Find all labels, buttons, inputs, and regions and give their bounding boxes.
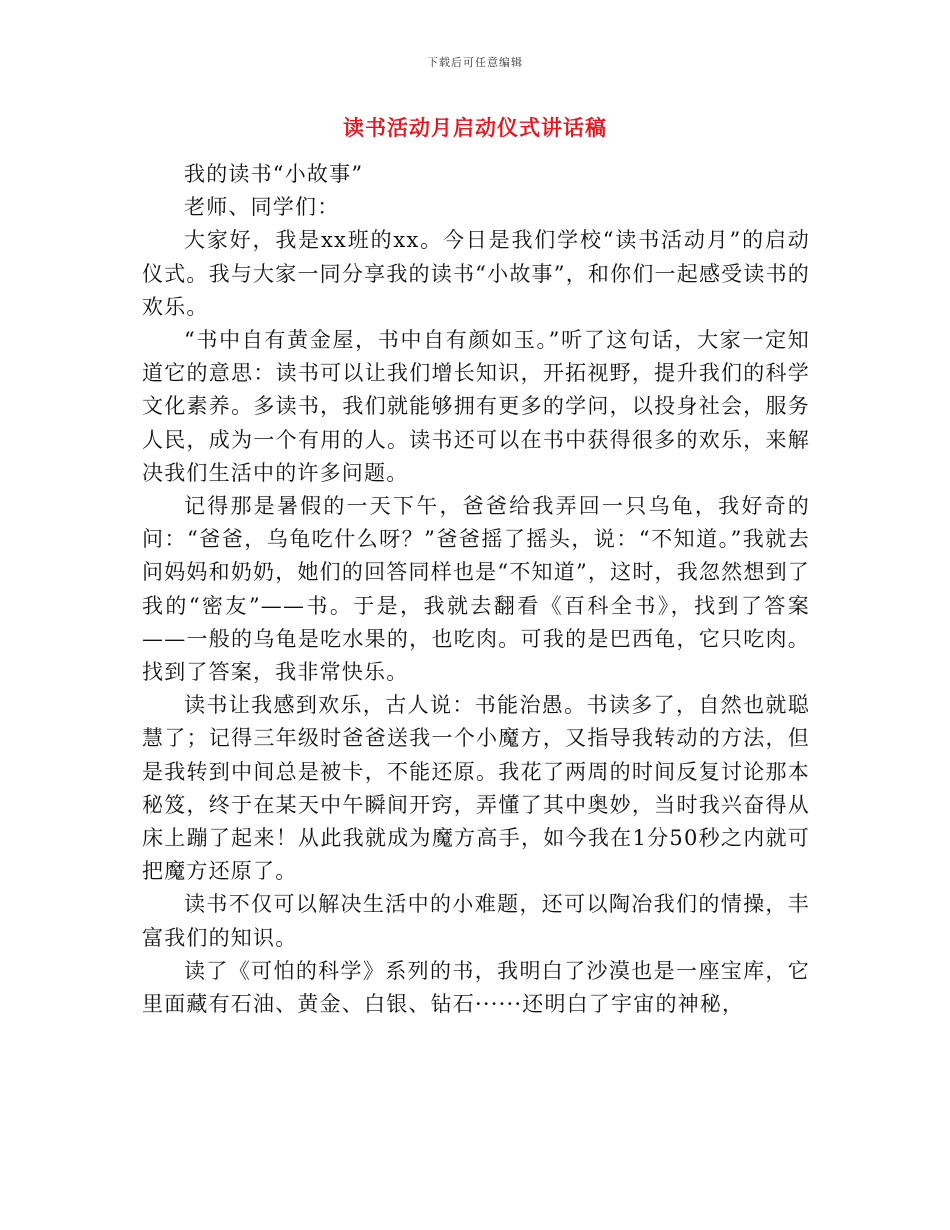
paragraph-proverb: “书中自有黄金屋，书中自有颜如玉。”听了这句话，大家一定知道它的意思：读书可以让我们增长知识，开拓视野，提升我们的科学文化素养。多读书，我们就能够拥有更多的学问，以投身社会，服务人民，成为一个有用的人。读书还可以在书中获得很多的欢乐，来解决我们生活中的许多问题。 [142, 328, 810, 485]
paragraph-subtitle: 我的读书“小故事” [184, 162, 364, 186]
paragraph-benefits: 读书不仅可以解决生活中的小难题，还可以陶冶我们的情操，丰富我们的知识。 [142, 892, 810, 950]
paragraph-greeting: 大家好，我是xx班的xx。今日是我们学校“读书活动月”的启动仪式。我与大家一同分享我的读书“小故事”，和你们一起感受读书的欢乐。 [142, 228, 810, 319]
document-body [142, 158, 810, 1021]
paragraph-turtle-story: 记得那是暑假的一天下午，爸爸给我弄回一只乌龟，我好奇的问：“爸爸，乌龟吃什么呀？”爸爸摇了摇头，说：“不知道。”我就去问妈妈和奶奶，她们的回答同样也是“不知道”，这时，我忽然想到了我的“密友”——书。于是，我就去翻看《百科全书》，找到了答案——一般的乌龟是吃水果的，也吃肉。可我的是巴西龟，它只吃肉。找到了答案，我非常快乐。 [142, 494, 810, 685]
paragraph-rubiks-cube: 读书让我感到欢乐，古人说：书能治愚。书读多了，自然也就聪慧了；记得三年级时爸爸送我一个小魔方，又指导我转动的方法，但是我转到中间总是被卡，不能还原。我花了两周的时间反复讨论那本秘笈，终于在某天中午瞬间开窍，弄懂了其中奥妙，当时我兴奋得从床上蹦了起来！从此我就成为魔方高手，如今我在1分50秒之内就可把魔方还原了。 [142, 693, 810, 884]
paragraph-salutation: 老师、同学们： [184, 195, 340, 220]
paragraph-science-books: 读了《可怕的科学》系列的书，我明白了沙漠也是一座宝库，它里面藏有石油、黄金、白银、钻石······还明白了宇宙的神秘， [142, 958, 810, 1017]
header-note: 下载后可任意编辑 [427, 56, 523, 69]
document-title: 读书活动月启动仪式讲话稿 [343, 116, 607, 140]
